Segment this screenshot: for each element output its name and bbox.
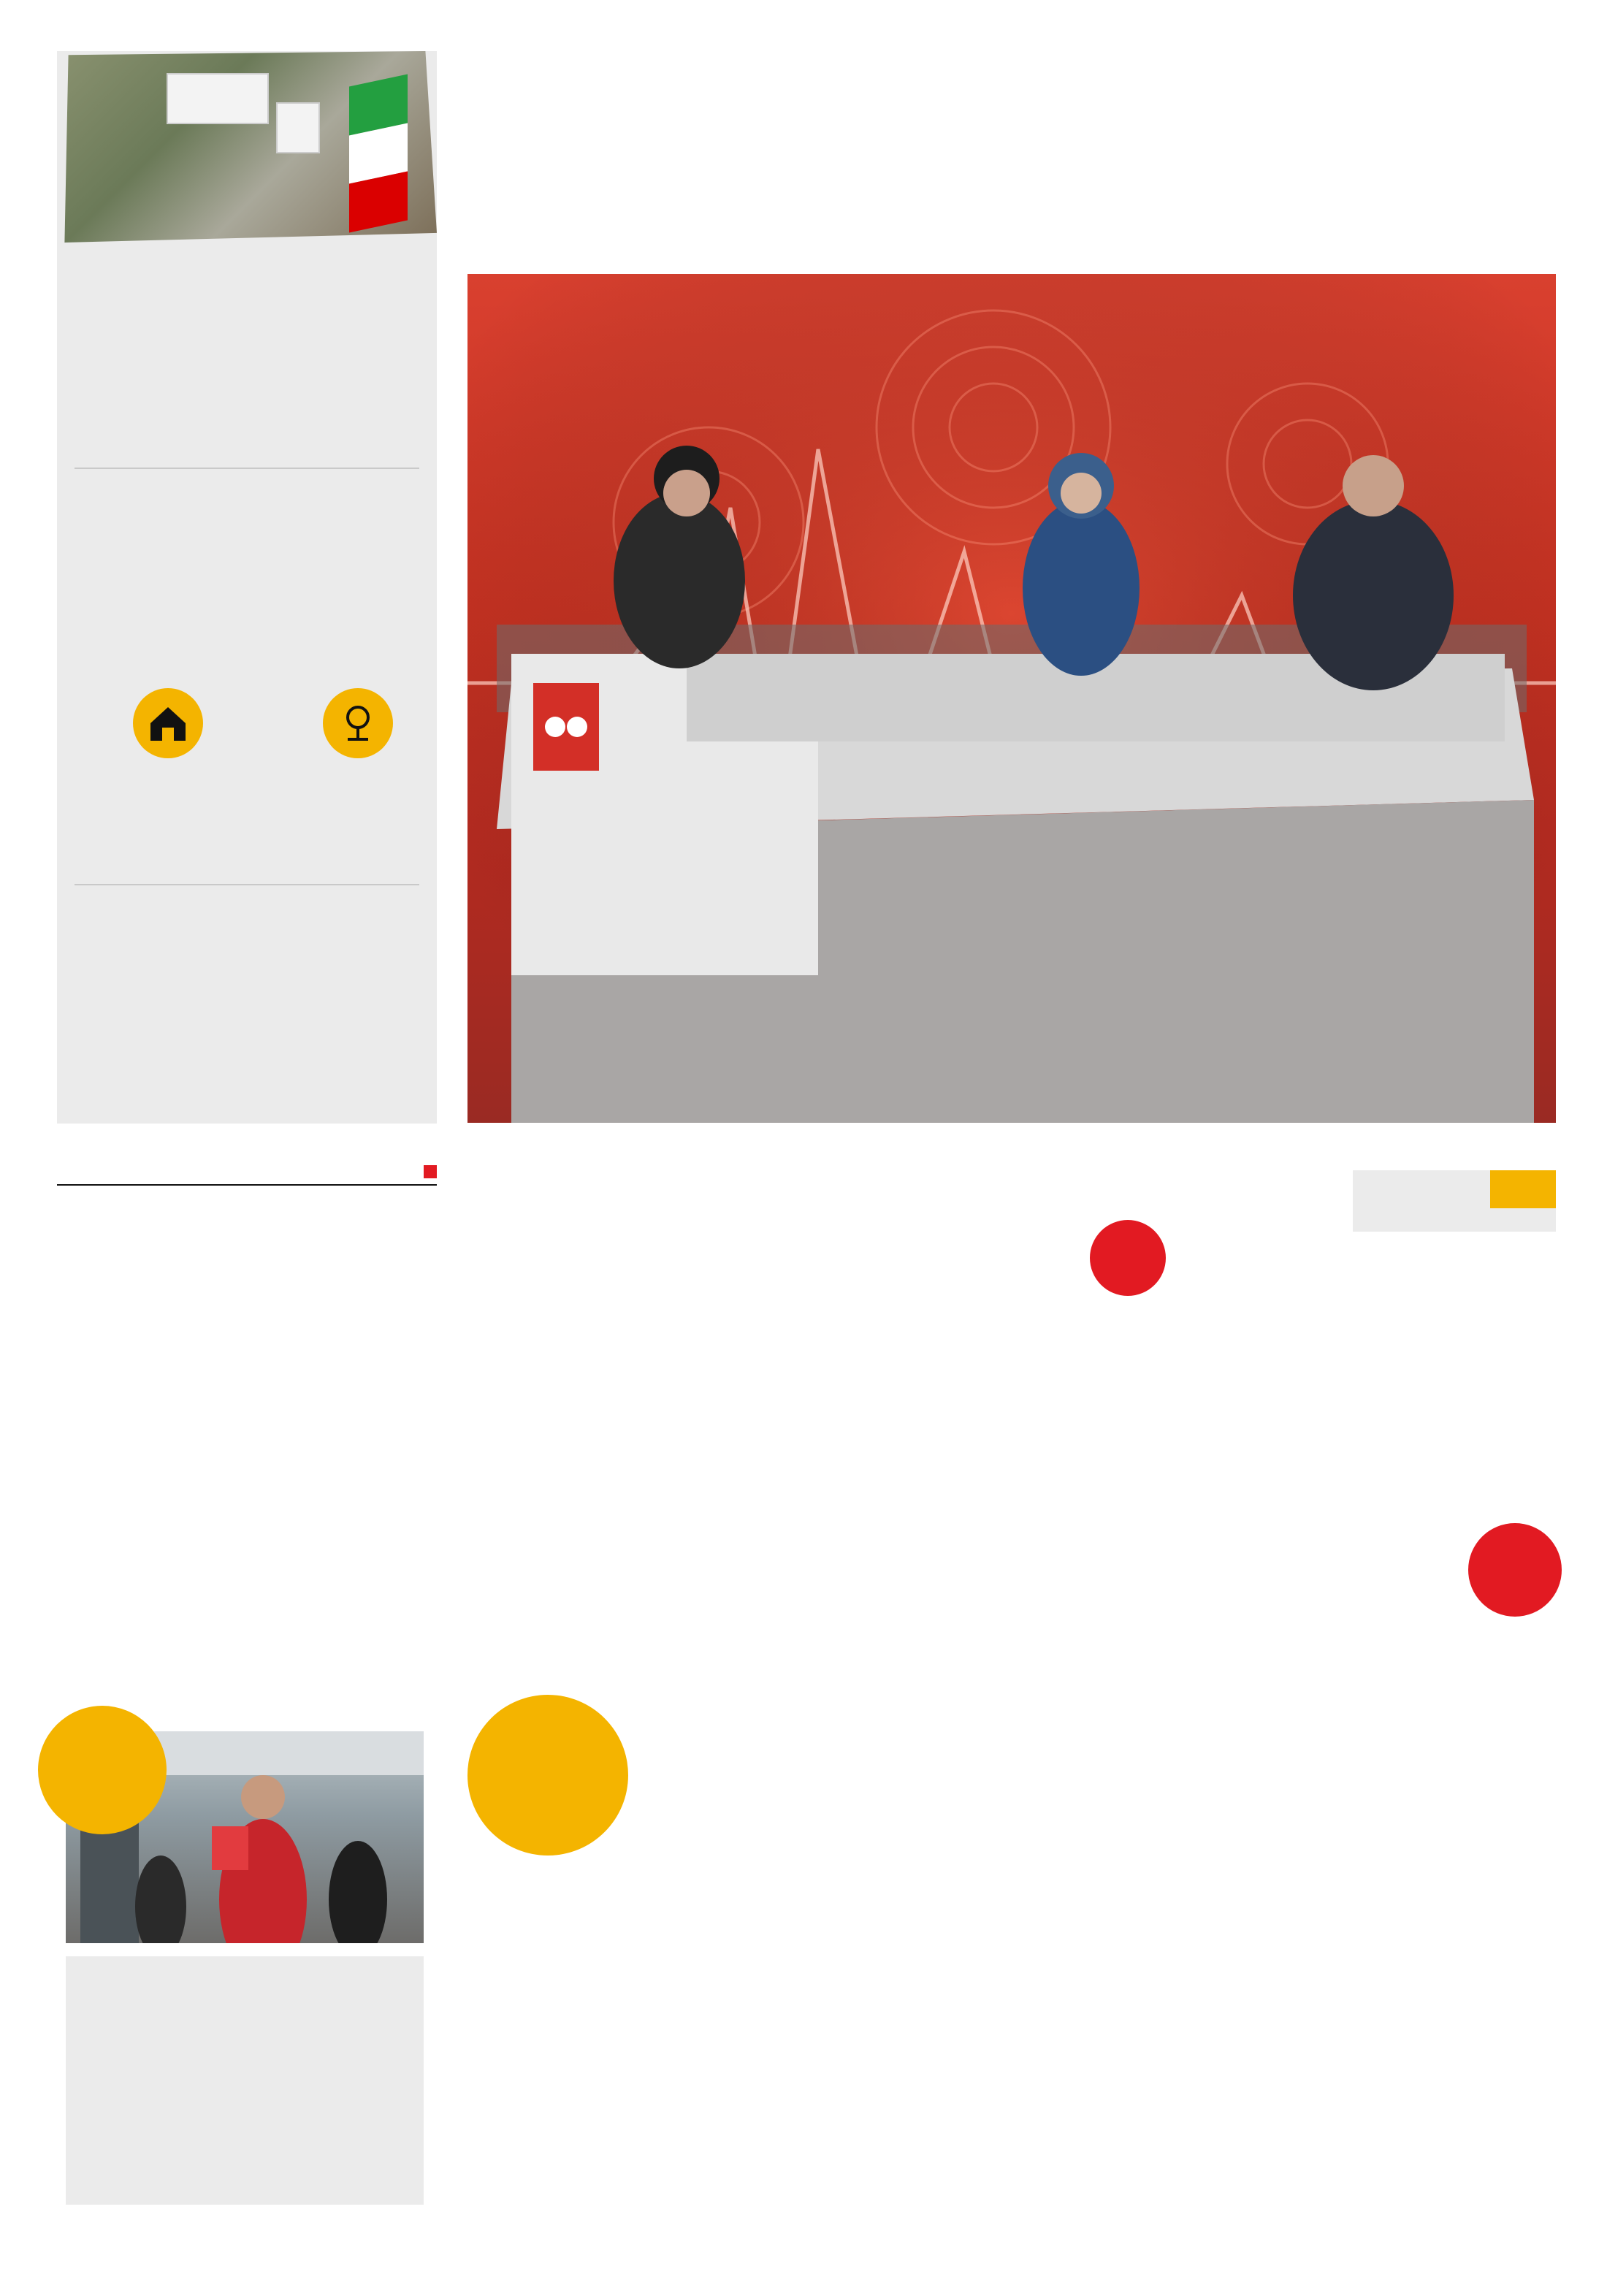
sidebar <box>57 51 437 1124</box>
sidebar-photo <box>57 51 437 243</box>
badge-text <box>38 1722 167 1726</box>
map-pin-icon <box>323 688 393 758</box>
house-icon <box>133 688 203 758</box>
infographic <box>467 1154 1344 2250</box>
center-label <box>1090 1220 1166 1296</box>
masthead <box>467 110 1556 226</box>
metro-badge <box>38 1706 167 1834</box>
left-column <box>57 1165 437 1199</box>
rings-graphic <box>467 1154 1344 2250</box>
hero-photo <box>467 274 1556 1123</box>
report-tag <box>1490 1170 1556 1208</box>
yellow-note <box>467 1695 628 1856</box>
report-column <box>1353 1170 1556 1232</box>
officials-circle <box>1468 1523 1562 1617</box>
left-box <box>66 1956 424 2205</box>
officials <box>1114 1465 1443 1478</box>
section-marker-icon <box>424 1165 437 1178</box>
flag-icon <box>349 74 408 232</box>
